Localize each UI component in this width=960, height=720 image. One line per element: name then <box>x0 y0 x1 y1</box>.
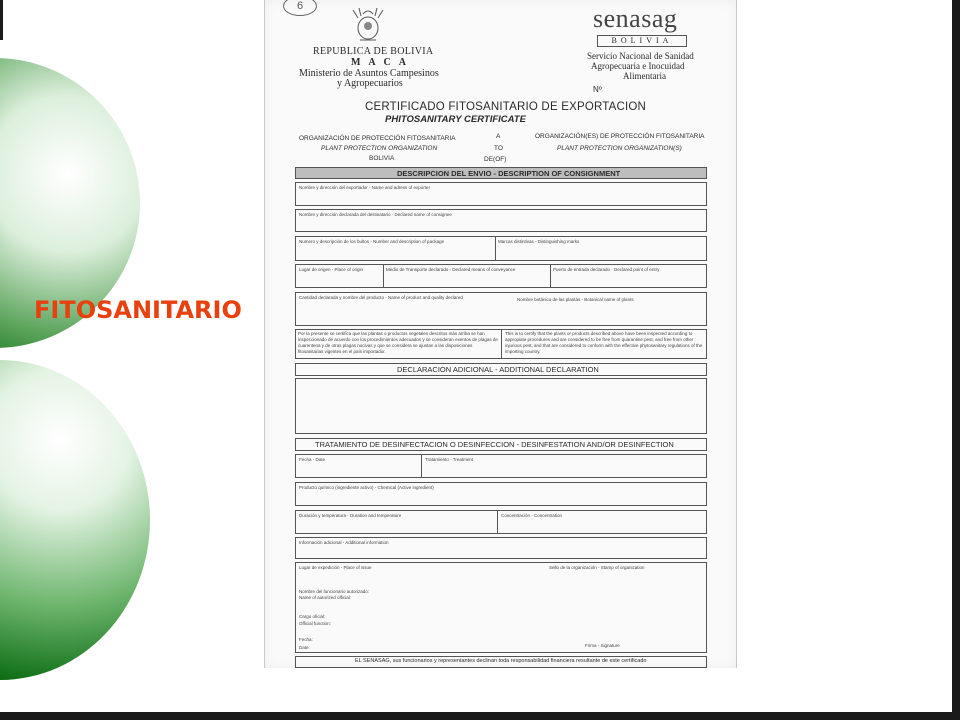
origin-divider <box>383 264 384 288</box>
transport-label: Medio de Transporte declarado - Declared means of conveyance <box>386 267 516 272</box>
certificate-number-label: Nº <box>593 85 602 94</box>
org-mid-line2: TO <box>494 145 503 152</box>
botanical-label: Nombre botánico de las plantas - Botanical name of plants <box>517 297 634 302</box>
position-label-es: Cargo oficial: <box>299 614 326 619</box>
duration-label: Duración y temperatura - Duration and temperature <box>299 513 402 518</box>
certification-text-en: This is to certify that the plants or products described above have been inspected according to appropiate procedures and are considered to be free from quarantine pest, and free from other injurious pest, and that are considered to conform with the effective phytosanitary regulations of the importing country. <box>505 331 703 354</box>
concentration-label: Concentración - Concentration <box>501 513 563 518</box>
republic-label: REPUBLICA DE BOLIVIA <box>313 46 434 57</box>
certification-text-es: Por la presente se certifica que las plantas o productos vegetales descritos más arriba se han inspeccionado de acuerdo con los procedimientos adecuados y se consideran exentos de plagas de cuarentena y de otras plagas nocivas y que se considera se ajustan a las disposiciones fitosanitarias vigentes en el país importador. <box>298 331 498 354</box>
chemical-label: Producto químico (ingrediente activo) - Chemical (Active ingredient) <box>299 485 434 490</box>
senasag-name-line3: Alimentaria <box>623 71 666 81</box>
certificate-scan <box>264 0 737 668</box>
ministry-acronym: M A C A <box>351 57 409 68</box>
marks-label: Marcas distintivas - Distinguishing marks <box>498 239 580 244</box>
senasag-name-line1: Servicio Nacional de Sanidad <box>587 51 694 61</box>
duration-divider <box>497 510 498 534</box>
quantity-label: Cantidad declarada y nombre del producto - Name of product and quality declared <box>299 295 463 300</box>
additional-declaration-field <box>295 378 707 434</box>
org-mid-line3: DE(OF) <box>484 156 507 163</box>
org-right-line2: PLANT PROTECTION ORGANIZATION(S) <box>557 145 682 152</box>
bolivia-coat-of-arms-icon <box>349 6 387 46</box>
org-left-line2: PLANT PROTECTION ORGANIZATION <box>321 145 438 152</box>
org-left-line1: ORGANIZACIÓN DE PROTECCIÓN FITOSANITARIA <box>299 135 456 142</box>
slide-edge-top-left <box>0 0 3 40</box>
signature-label: Firma - Signature <box>585 643 620 648</box>
entry-point-label: Puerto de entrada declarado - Declared point of entry <box>553 267 660 272</box>
disclaimer-footer: EL SENASAG, sus funcionarios y representantes declinan toda responsabilidad financiera resultante de este certificado <box>355 658 647 664</box>
ministry-name-line1: Ministerio de Asuntos Campesinos <box>299 68 439 79</box>
issue-date-label-en: Date: <box>299 645 310 650</box>
consignee-label: Nombre y dirección declarada del destinatario - Declared name of consignee <box>299 212 452 217</box>
treatment-date-divider <box>421 454 422 478</box>
senasag-name-line2: Agropecuaria e Inocuidad <box>591 61 685 71</box>
org-left-line3: BOLIVIA <box>369 155 395 162</box>
official-name-label-en: Name of autorized official: <box>299 595 351 600</box>
page-number: 6 <box>283 0 317 16</box>
treatment-header: TRATAMIENTO DE DESINFECTACION O DESINFECCION - DESINFESTATION AND/OR DESINFECTION <box>315 440 674 449</box>
exporter-label: Nombre y dirección del exportador - Name and adress of exporter <box>299 185 431 190</box>
issue-block <box>295 562 707 653</box>
treatment-date-row <box>295 454 707 478</box>
additional-declaration-header: DECLARACION ADICIONAL - ADDITIONAL DECLARATION <box>397 365 599 374</box>
consignment-header: DESCRIPCION DEL ENVIO - DESCRIPTION OF CONSIGNMENT <box>397 169 621 178</box>
org-right-line1: ORGANIZACIÓN(ES) DE PROTECCIÓN FITOSANITARIA <box>535 133 705 140</box>
certificate-subtitle: PHITOSANITARY CERTIFICATE <box>385 114 526 125</box>
treatment-date-label: Fecha - Date <box>299 457 326 462</box>
position-label-en: Official function: <box>299 621 331 626</box>
transport-divider <box>550 264 551 288</box>
senasag-country-box: BOLIVIA <box>597 35 687 47</box>
slide-title: FITOSANITARIO <box>34 296 242 324</box>
green-circle-decoration-bottom <box>0 360 150 680</box>
treatment-type-label: Tratamiento - Treatment <box>425 457 474 462</box>
certification-divider <box>501 329 502 359</box>
origin-label: Lugar de origen - Place of origin <box>299 267 364 272</box>
packages-label: Numero y descripción de los bultos - Number and description of package <box>299 239 445 244</box>
certificate-title: CERTIFICADO FITOSANITARIO DE EXPORTACION <box>365 101 647 113</box>
slide-edge-right <box>952 0 960 720</box>
stamp-label: Sello de la organización - Stamp of organization <box>549 565 645 570</box>
packages-divider <box>495 236 496 261</box>
ministry-name-line2: y Agropecuarios <box>337 78 403 89</box>
additional-info-label: Información adicional - Additional information <box>299 540 389 545</box>
slide-edge-bottom <box>0 712 960 720</box>
place-of-issue-label: Lugar de expedición - Place of issue <box>299 565 372 570</box>
org-mid-line1: A <box>496 133 501 140</box>
official-name-label-es: Nombre del funcionario autorizado: <box>299 589 370 594</box>
issue-date-label-es: Fecha: <box>299 637 313 642</box>
senasag-logo: senasag <box>593 4 678 33</box>
